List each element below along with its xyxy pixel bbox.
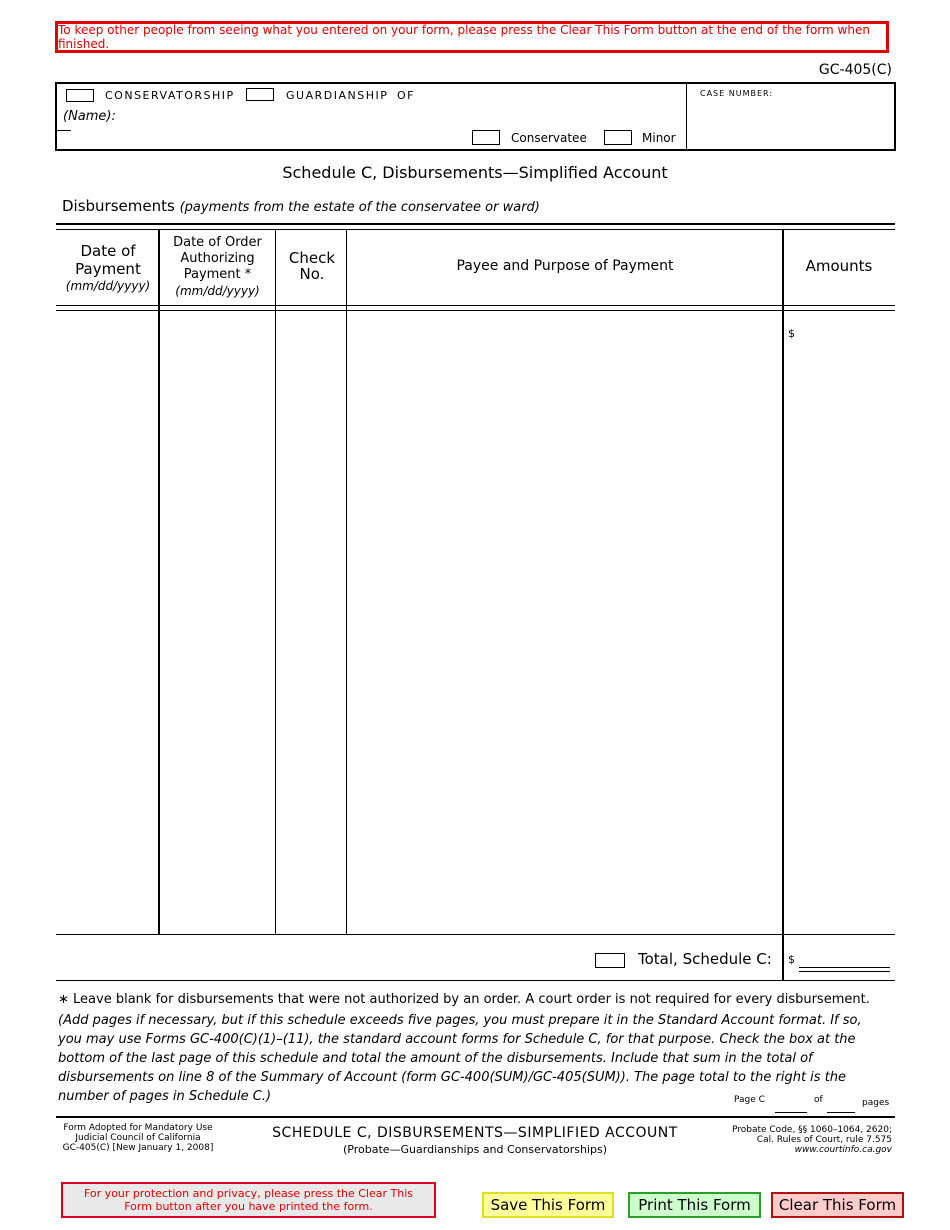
asterisk: ∗: [58, 992, 69, 1007]
form-number: GC-405(C): [818, 62, 892, 78]
case-number-field[interactable]: [698, 102, 888, 144]
total-pages-field[interactable]: [827, 1100, 855, 1112]
disbursements-heading: [62, 197, 540, 215]
col-divider-3: [346, 229, 347, 935]
footer-right: Probate Code, §§ 1060–1064, 2620; Cal. Rules of Court, rule 7.575 www.courtinfo.ca.gov: [731, 1125, 892, 1155]
pages-label: pages: [862, 1098, 890, 1108]
disbursements-note: (payments from the estate of the conservatee or ward): [179, 200, 540, 215]
last-page-checkbox[interactable]: [595, 953, 625, 968]
caption-divider: [686, 84, 687, 149]
guardianship-checkbox[interactable]: [246, 88, 274, 101]
total-underline-1: [799, 967, 890, 968]
col-divider-1: [158, 229, 160, 935]
amount-dollar-sign: $: [788, 327, 795, 340]
print-button[interactable]: Print This Form: [628, 1192, 761, 1218]
case-number-label: CASE NUMBER:: [700, 89, 774, 98]
col-divider-2: [275, 229, 276, 935]
col-header-date-of-payment: Date of Payment (mm/dd/yyyy): [65, 242, 151, 293]
table-top-rule: [56, 223, 895, 225]
table-header-bottom-2: [56, 310, 895, 311]
guardianship-label: GUARDIANSHIP: [286, 89, 389, 102]
footer-left: Form Adopted for Mandatory Use Judicial Council of California GC-405(C) [New January 1, 2008]: [62, 1123, 214, 1153]
conservatorship-checkbox[interactable]: [66, 89, 94, 102]
page-label: Page C: [734, 1095, 765, 1105]
total-row-bottom: [56, 980, 895, 981]
minor-label: Minor: [642, 131, 676, 145]
date-of-order-column[interactable]: [162, 315, 273, 930]
name-field[interactable]: [120, 110, 675, 130]
amounts-column[interactable]: [796, 315, 892, 930]
total-pages-underline: [827, 1112, 855, 1113]
of-pages-label: of: [814, 1095, 823, 1105]
conservatee-label: Conservatee: [511, 131, 587, 145]
privacy-banner: [55, 21, 889, 53]
conservatorship-label: CONSERVATORSHIP: [105, 89, 235, 102]
name-underline: [57, 130, 71, 131]
col-header-payee: Payee and Purpose of Payment: [456, 258, 674, 274]
of-label: OF: [397, 89, 415, 102]
table-header-bottom-1: [56, 305, 895, 306]
footer-center: SCHEDULE C, DISBURSEMENTS—SIMPLIFIED ACCOUNT (Probate—Guardianships and Conservatorships): [272, 1125, 678, 1156]
privacy-banner-text: To keep other people from seeing what you entered on your form, please press the Clear This Form button at the end of the form when finished.: [58, 23, 870, 51]
col-divider-4: [782, 229, 784, 981]
date-of-payment-column[interactable]: [60, 315, 156, 930]
footnote: [58, 990, 888, 1009]
total-underline-2: [799, 971, 890, 972]
disbursements-label: Disbursements: [62, 197, 175, 215]
name-label: (Name):: [63, 109, 116, 124]
clear-button[interactable]: Clear This Form: [771, 1192, 904, 1218]
footnote-text: Leave blank for disbursements that were not authorized by an order. A court order is not required for every disbursement.: [73, 992, 870, 1007]
page-number-field[interactable]: [775, 1100, 807, 1112]
total-dollar-sign: $: [788, 953, 795, 966]
col-header-amounts: Amounts: [805, 257, 873, 275]
privacy-notice: For your protection and privacy, please press the Clear This Form button after you have printed the form.: [61, 1182, 436, 1218]
minor-checkbox[interactable]: [604, 130, 632, 145]
col-header-date-of-order: Date of Order Authorizing Payment * (mm/dd/yyyy): [173, 235, 262, 298]
footer-rule: [56, 1116, 895, 1118]
payee-purpose-column[interactable]: [349, 315, 780, 930]
col-header-check-no: Check No.: [288, 249, 336, 283]
conservatee-checkbox[interactable]: [472, 130, 500, 145]
check-no-column[interactable]: [278, 315, 344, 930]
schedule-title: Schedule C, Disbursements—Simplified Account: [282, 163, 668, 182]
save-button[interactable]: Save This Form: [482, 1192, 614, 1218]
total-amount-field[interactable]: [798, 948, 890, 966]
total-schedule-c-label: Total, Schedule C:: [638, 950, 772, 968]
page-number-underline: [775, 1112, 807, 1113]
table-body-bottom: [56, 934, 895, 935]
instructions-text: (Add pages if necessary, but if this schedule exceeds five pages, you must prepare it in the Standard Account format. If so, you may use Forms GC-400(C)(1)–(11), the standard account forms for Schedule C, for that purpose. Check the box at the bottom of the last page of this schedule and total the amount of the disbursements. Include that sum in the total of disbursements on line 8 of the Summary of Account (form GC-400(SUM)/GC-405(SUM)). The page total to the right is the number of pages in Schedule C.): [58, 1013, 862, 1104]
table-header-top: [56, 229, 895, 230]
